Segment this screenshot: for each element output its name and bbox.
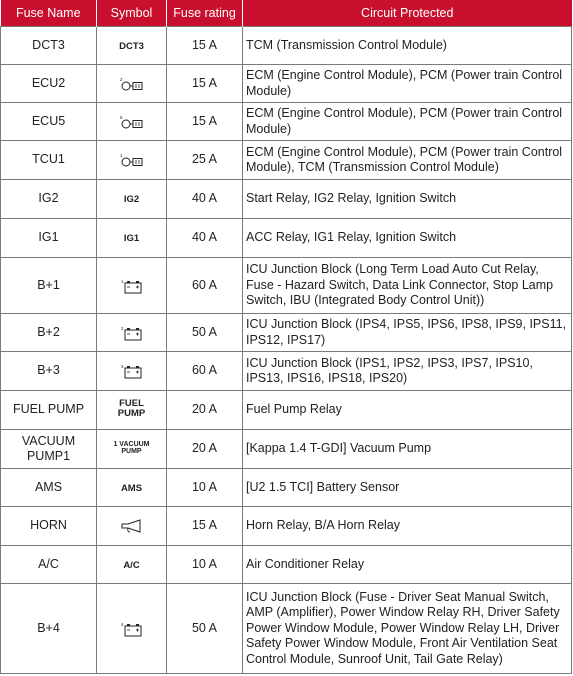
symbol-cell xyxy=(97,507,167,546)
circuit-protected-cell: Start Relay, IG2 Relay, Ignition Switch xyxy=(243,180,572,219)
header-symbol: Symbol xyxy=(97,0,167,27)
table-row xyxy=(1,180,572,219)
header-fuse-name: Fuse Name xyxy=(1,0,97,27)
symbol-cell xyxy=(97,27,167,65)
circuit-protected-cell: [Kappa 1.4 T-GDI] Vacuum Pump xyxy=(243,430,572,469)
symbol-cell xyxy=(97,258,167,314)
table-row xyxy=(1,258,572,314)
symbol-label: IG1 xyxy=(123,233,140,245)
svg-text:1: 1 xyxy=(119,153,123,158)
ecu-icon xyxy=(119,76,145,92)
battery-icon xyxy=(120,621,144,637)
symbol-cell xyxy=(97,546,167,584)
fuse-rating-cell: 10 A xyxy=(167,469,243,507)
fuse-name-cell: HORN xyxy=(1,507,97,546)
circuit-protected-cell: ECM (Engine Control Module), PCM (Power train Control Module) xyxy=(243,103,572,141)
horn-icon xyxy=(119,518,145,534)
table-row xyxy=(1,469,572,507)
fuse-rating-cell: 10 A xyxy=(167,546,243,584)
symbol-label: A/C xyxy=(123,559,140,571)
header-circuit-protected: Circuit Protected xyxy=(243,0,572,27)
table-row xyxy=(1,391,572,430)
symbol-cell xyxy=(97,469,167,507)
symbol-cell xyxy=(97,584,167,674)
circuit-protected-cell: Air Conditioner Relay xyxy=(243,546,572,584)
fuse-name-cell: AMS xyxy=(1,469,97,507)
fuse-rating-cell: 40 A xyxy=(167,180,243,219)
table-row xyxy=(1,314,572,352)
circuit-protected-cell: ECM (Engine Control Module), PCM (Power train Control Module), TCM (Transmission Control Module) xyxy=(243,141,572,180)
symbol-label: 1 VACUUM PUMP xyxy=(113,440,150,455)
symbol-cell xyxy=(97,65,167,103)
table-row xyxy=(1,103,572,141)
circuit-protected-cell: ICU Junction Block (IPS4, IPS5, IPS6, IPS8, IPS9, IPS11, IPS12, IPS17) xyxy=(243,314,572,352)
symbol-cell xyxy=(97,180,167,219)
ecu-icon xyxy=(119,114,145,130)
fuse-rating-cell: 25 A xyxy=(167,141,243,180)
table-row xyxy=(1,141,572,180)
table-row xyxy=(1,27,572,65)
fuse-name-cell: VACUUM PUMP1 xyxy=(1,430,97,469)
fuse-rating-cell: 20 A xyxy=(167,430,243,469)
svg-text:3: 3 xyxy=(120,364,124,369)
table-row xyxy=(1,65,572,103)
symbol-cell xyxy=(97,141,167,180)
circuit-protected-cell: TCM (Transmission Control Module) xyxy=(243,27,572,65)
fuse-name-cell: FUEL PUMP xyxy=(1,391,97,430)
fuse-name-cell: A/C xyxy=(1,546,97,584)
symbol-label: AMS xyxy=(120,482,143,494)
battery-icon xyxy=(120,363,144,379)
symbol-label: DCT3 xyxy=(119,40,144,52)
header-row xyxy=(1,0,572,27)
fuse-name-cell: DCT3 xyxy=(1,27,97,65)
table-row xyxy=(1,546,572,584)
svg-text:4: 4 xyxy=(120,621,124,627)
fuse-rating-cell: 40 A xyxy=(167,219,243,258)
fuse-name-cell: TCU1 xyxy=(1,141,97,180)
svg-text:1: 1 xyxy=(120,278,124,284)
circuit-protected-cell: Horn Relay, B/A Horn Relay xyxy=(243,507,572,546)
fuse-name-cell: IG1 xyxy=(1,219,97,258)
fuse-rating-cell: 60 A xyxy=(167,258,243,314)
fuse-name-cell: ECU5 xyxy=(1,103,97,141)
symbol-label: FUEL PUMP xyxy=(117,398,146,420)
fuse-rating-cell: 15 A xyxy=(167,65,243,103)
svg-text:2: 2 xyxy=(119,76,123,82)
battery-icon xyxy=(120,325,144,341)
header-fuse-rating: Fuse rating xyxy=(167,0,243,27)
table-row xyxy=(1,430,572,469)
battery-icon xyxy=(120,278,144,294)
ecu-icon xyxy=(119,152,145,168)
fuse-rating-cell: 50 A xyxy=(167,584,243,674)
symbol-cell xyxy=(97,352,167,391)
symbol-label: IG2 xyxy=(123,194,140,206)
fuse-rating-cell: 15 A xyxy=(167,507,243,546)
circuit-protected-cell: ICU Junction Block (Long Term Load Auto Cut Relay, Fuse - Hazard Switch, Data Link Connector, Stop Lamp Switch, IBU (Integrated Body Control Unit)) xyxy=(243,258,572,314)
svg-text:5: 5 xyxy=(119,114,123,120)
symbol-cell xyxy=(97,391,167,430)
fuse-name-cell: B+1 xyxy=(1,258,97,314)
circuit-protected-cell: [U2 1.5 TCI] Battery Sensor xyxy=(243,469,572,507)
fuse-name-cell: IG2 xyxy=(1,180,97,219)
circuit-protected-cell: ACC Relay, IG1 Relay, Ignition Switch xyxy=(243,219,572,258)
fuse-name-cell: B+2 xyxy=(1,314,97,352)
circuit-protected-cell: ICU Junction Block (IPS1, IPS2, IPS3, IPS7, IPS10, IPS13, IPS16, IPS18, IPS20) xyxy=(243,352,572,391)
circuit-protected-cell: Fuel Pump Relay xyxy=(243,391,572,430)
circuit-protected-cell: ICU Junction Block (Fuse - Driver Seat Manual Switch, AMP (Amplifier), Power Window Relay RH, Driver Safety Power Window Module, Power Window Relay LH, Driver Safety Power Window Module, Front Air Ventilation Seat Control Module, Sunroof Unit, Tail Gate Relay) xyxy=(243,584,572,674)
fuse-rating-cell: 15 A xyxy=(167,27,243,65)
fuse-rating-cell: 50 A xyxy=(167,314,243,352)
fuse-rating-cell: 20 A xyxy=(167,391,243,430)
symbol-cell xyxy=(97,430,167,469)
table-row xyxy=(1,219,572,258)
fuse-name-cell: B+3 xyxy=(1,352,97,391)
table-body xyxy=(1,27,572,674)
circuit-protected-cell: ECM (Engine Control Module), PCM (Power train Control Module) xyxy=(243,65,572,103)
table-row xyxy=(1,507,572,546)
symbol-cell xyxy=(97,219,167,258)
fuse-name-cell: B+4 xyxy=(1,584,97,674)
symbol-cell xyxy=(97,103,167,141)
fuse-rating-cell: 60 A xyxy=(167,352,243,391)
table-row xyxy=(1,584,572,674)
fuse-name-cell: ECU2 xyxy=(1,65,97,103)
fuse-rating-cell: 15 A xyxy=(167,103,243,141)
table-row xyxy=(1,352,572,391)
svg-text:2: 2 xyxy=(120,325,124,331)
symbol-cell xyxy=(97,314,167,352)
